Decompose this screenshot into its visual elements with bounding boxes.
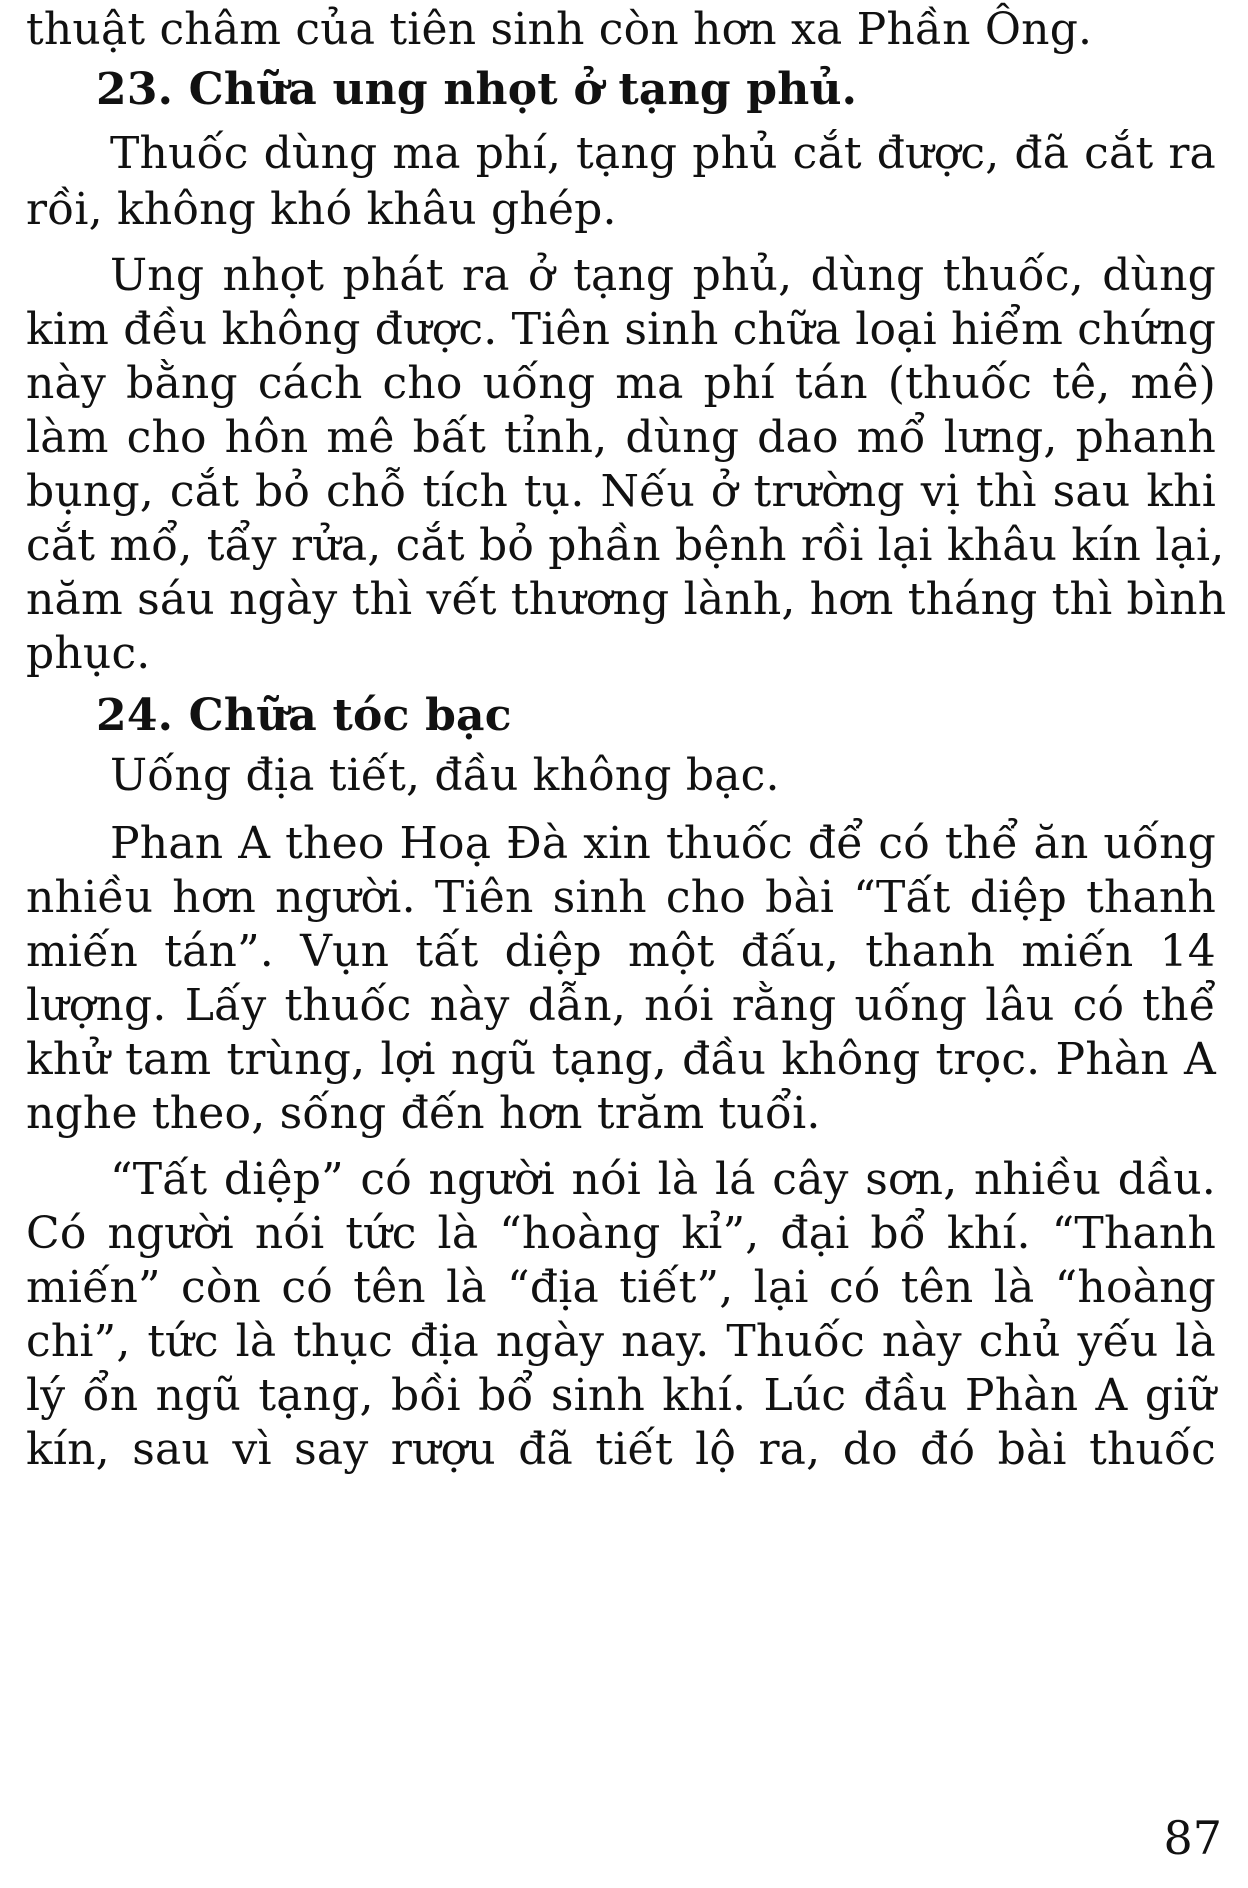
text-line: Uống địa tiết, đầu không bạc. (110, 750, 780, 801)
text-line: làm cho hôn mê bất tỉnh, dùng dao mổ lưng, phanh (26, 412, 1216, 463)
text-line: năm sáu ngày thì vết thương lành, hơn tháng thì bình (26, 574, 1227, 625)
text-line: lý ổn ngũ tạng, bồi bổ sinh khí. Lúc đầu Phàn A giữ (26, 1370, 1216, 1421)
text-line: kim đều không được. Tiên sinh chữa loại hiểm chứng (26, 304, 1217, 355)
text-line: chi”, tức là thục địa ngày nay. Thuốc này chủ yếu là (26, 1316, 1216, 1367)
text-line: cắt mổ, tẩy rửa, cắt bỏ phần bệnh rồi lại khâu kín lại, (26, 520, 1225, 571)
text-line: Phan A theo Hoạ Đà xin thuốc để có thể ăn uống (110, 818, 1216, 869)
text-line: Có người nói tức là “hoàng kỉ”, đại bổ khí. “Thanh (26, 1208, 1216, 1259)
text-line: kín, sau vì say rượu đã tiết lộ ra, do đó bài thuốc (26, 1424, 1216, 1475)
text-line: miến tán”. Vụn tất diệp một đấu, thanh miến 14 (26, 926, 1216, 977)
text-line: phục. (26, 628, 151, 679)
text-line: “Tất diệp” có người nói là lá cây sơn, nhiều dầu. (110, 1154, 1216, 1205)
text-line: rồi, không khó khâu ghép. (26, 184, 617, 235)
text-line: khử tam trùng, lợi ngũ tạng, đầu không trọc. Phàn A (26, 1034, 1216, 1085)
page-number: 87 (1163, 1811, 1222, 1865)
text-line: thuật châm của tiên sinh còn hơn xa Phần Ông. (26, 4, 1093, 55)
text-line: miến” còn có tên là “địa tiết”, lại có tên là “hoàng (26, 1262, 1216, 1313)
text-line: lượng. Lấy thuốc này dẫn, nói rằng uống lâu có thể (26, 980, 1216, 1031)
text-line: Thuốc dùng ma phí, tạng phủ cắt được, đã cắt ra (110, 128, 1216, 179)
section-heading-24: 24. Chữa tóc bạc (96, 690, 512, 741)
text-line: Ung nhọt phát ra ở tạng phủ, dùng thuốc, dùng (110, 250, 1216, 301)
text-line: bụng, cắt bỏ chỗ tích tụ. Nếu ở trường vị thì sau khi (26, 466, 1216, 517)
text-line: nghe theo, sống đến hơn trăm tuổi. (26, 1088, 821, 1139)
section-heading-23: 23. Chữa ung nhọt ở tạng phủ. (96, 64, 858, 115)
text-line: nhiều hơn người. Tiên sinh cho bài “Tất diệp thanh (26, 872, 1216, 923)
text-line: này bằng cách cho uống ma phí tán (thuốc tê, mê) (26, 358, 1216, 409)
